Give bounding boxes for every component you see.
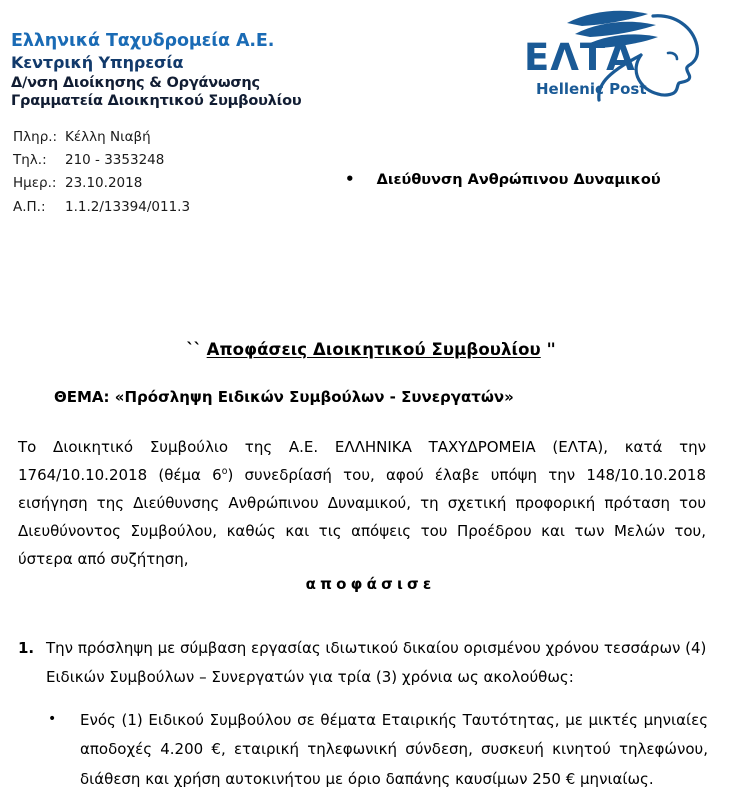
title-text: Αποφάσεις Διοικητικού Συμβουλίου [206, 340, 541, 359]
list-item [48, 706, 708, 794]
list-item-text: Ενός (1) Ειδικού Συμβούλου σε θέματα Εταιρικής Ταυτότητας, με μικτές μηνιαίες αποδοχές 4.200 €, εταιρική τηλεφωνική σύνδεση, συσκευή κινητού τηλεφώνου, διάθεση και χρήση αυτοκινήτου με όριο δαπάνης καυσίμων 250 € μηνιαίως. [80, 711, 708, 788]
meta-value-phone: 210 - 3353248 [65, 152, 165, 169]
contact-meta-block [13, 126, 190, 219]
meta-row-protocol [13, 196, 190, 219]
body-paragraph-part2: ) συνεδρίασή του, αφού έλαβε υπόψη την 148/10.10.2018 εισήγηση της Διεύθυνσης Ανθρώπινου Δυναμικού, τη σχετική προφορική πρόταση του Διευθύνοντος Συμβούλου, καθώς και τις απόψεις του Προέδρου και των Μελών του, ύστερα από συζήτηση, [18, 465, 707, 568]
recipient-label: Διεύθυνση Ανθρώπινου Δυναμικού [376, 172, 661, 188]
document-header [0, 0, 741, 120]
meta-value-protocol: 1.1.2/13394/011.3 [65, 198, 191, 215]
decision-keyword: αποφάσισε [305, 575, 436, 593]
body-paragraph [18, 434, 706, 573]
subject-label: ΘΕΜΑ: [54, 388, 110, 406]
page-title [0, 340, 741, 359]
organization-name: Ελληνικά Ταχυδρομεία Α.Ε. [11, 31, 275, 51]
title-quote-close: '' [546, 340, 555, 359]
list-item [18, 634, 708, 691]
meta-row-contact [13, 126, 190, 149]
organization-directorate: Δ/νση Διοίκησης & Οργάνωσης [11, 74, 260, 91]
subject-text: «Πρόσληψη Ειδικών Συμβούλων - Συνεργατών» [114, 388, 514, 406]
body-paragraph-superscript: ο [221, 465, 228, 477]
logo-tagline: Hellenic Post [536, 80, 647, 98]
logo-wordmark: ΕΛΤΑ [524, 36, 636, 79]
subject-line [54, 388, 514, 406]
meta-value-contact: Κέλλη Νιαβή [65, 129, 151, 145]
title-quote-open: `` [186, 340, 201, 359]
meta-label-date: Ημερ.: [13, 175, 57, 192]
bullet-icon: • [48, 711, 57, 727]
meta-label-contact: Πληρ.: [13, 129, 58, 145]
recipient-line [345, 172, 661, 188]
meta-label-protocol: Α.Π.: [13, 198, 46, 215]
bullet-icon: • [345, 170, 355, 188]
meta-row-phone [13, 149, 190, 172]
body-paragraph-part1: Το Διοικητικό Συμβούλιο της Α.Ε. ΕΛΛΗΝΙΚΑ ΤΑΧΥΔΡΟΜΕΙΑ (ΕΛΤΑ), κατά την 1764/10.10.2018 (θέμα 6 [18, 438, 706, 484]
meta-value-date: 23.10.2018 [65, 175, 143, 192]
organization-secretariat: Γραμματεία Διοικητικού Συμβουλίου [11, 93, 302, 110]
list-item-number: 1. [18, 639, 35, 657]
organization-block [11, 30, 301, 111]
meta-label-phone: Τηλ.: [13, 152, 47, 169]
meta-row-date [13, 172, 190, 195]
list-item-text: Την πρόσληψη με σύμβαση εργασίας ιδιωτικού δικαίου ορισμένου χρόνου τεσσάρων (4) Ειδικών Συμβούλων – Συνεργατών για τρία (3) χρόνια ως ακολούθως: [46, 639, 707, 686]
organization-unit-central: Κεντρική Υπηρεσία [11, 52, 184, 72]
elta-logo [512, 4, 727, 112]
